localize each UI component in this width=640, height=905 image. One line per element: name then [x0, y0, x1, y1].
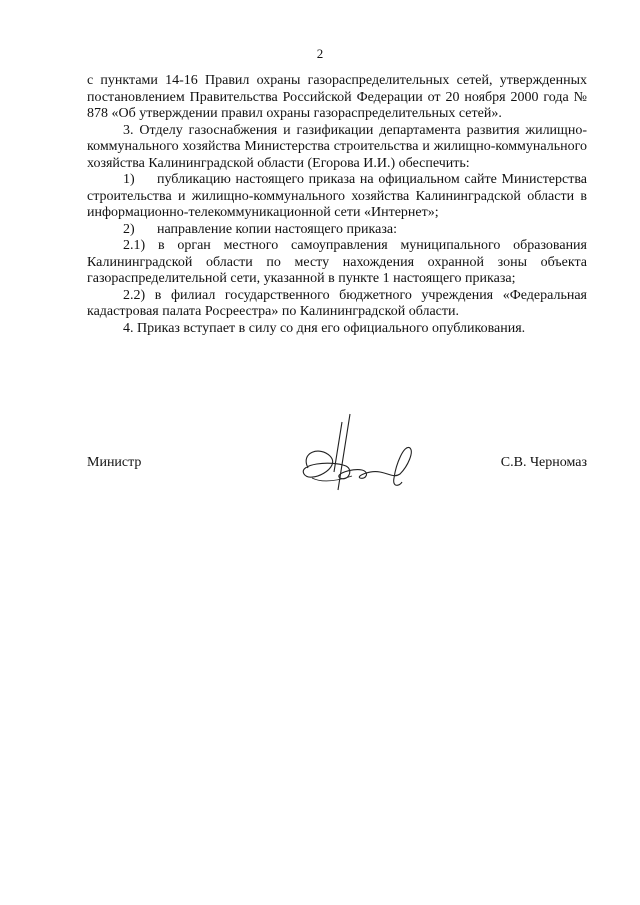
signatory-position: Министр	[87, 455, 142, 470]
paragraph-item-3: 3. Отделу газоснабжения и газификации департамента развития жилищно-коммунального хозяйства Министерства строительства и жилищно-коммунального хозяйства Калининградской области (Егорова И.И.) обеспечить:	[87, 122, 587, 171]
paragraph-subitem-2	[87, 222, 587, 239]
paragraph-subitem-1	[87, 172, 587, 222]
subitem-text: публикацию настоящего приказа на официальном сайте Министерства строительства и жилищно-коммунального хозяйства Калининградской области в информационно-телекоммуникационной сети «Интернет»;	[87, 172, 587, 220]
list-number: 2)	[123, 221, 135, 237]
handwritten-signature	[290, 412, 430, 502]
list-number: 1)	[123, 172, 135, 187]
paragraph-item-4: 4. Приказ вступает в силу со дня его официального опубликования.	[123, 320, 526, 336]
page-number: 2	[316, 46, 324, 61]
paragraph-subitem-2-1: 2.1) в орган местного самоуправления муниципального образования Калининградской области по месту нахождения охранной зоны объекта газораспределительной сети, указанной в пункте 1 настоящего приказа;	[87, 238, 587, 286]
subitem-text: направление копии настоящего приказа:	[157, 221, 397, 237]
paragraph-subitem-2-2: 2.2) в филиал государственного бюджетного учреждения «Федеральная кадастровая палата Росреестра» по Калининградской области.	[87, 287, 587, 319]
paragraph-continuation: с пунктами 14-16 Правил охраны газораспределительных сетей, утвержденных постановлением Правительства Российской Федерации от 20 ноября 2000 года № 878 «Об утверждении правил охраны газораспределительных сетей».	[87, 73, 587, 121]
document-body	[87, 73, 587, 337]
signatory-name: С.В. Черномаз	[500, 455, 587, 470]
